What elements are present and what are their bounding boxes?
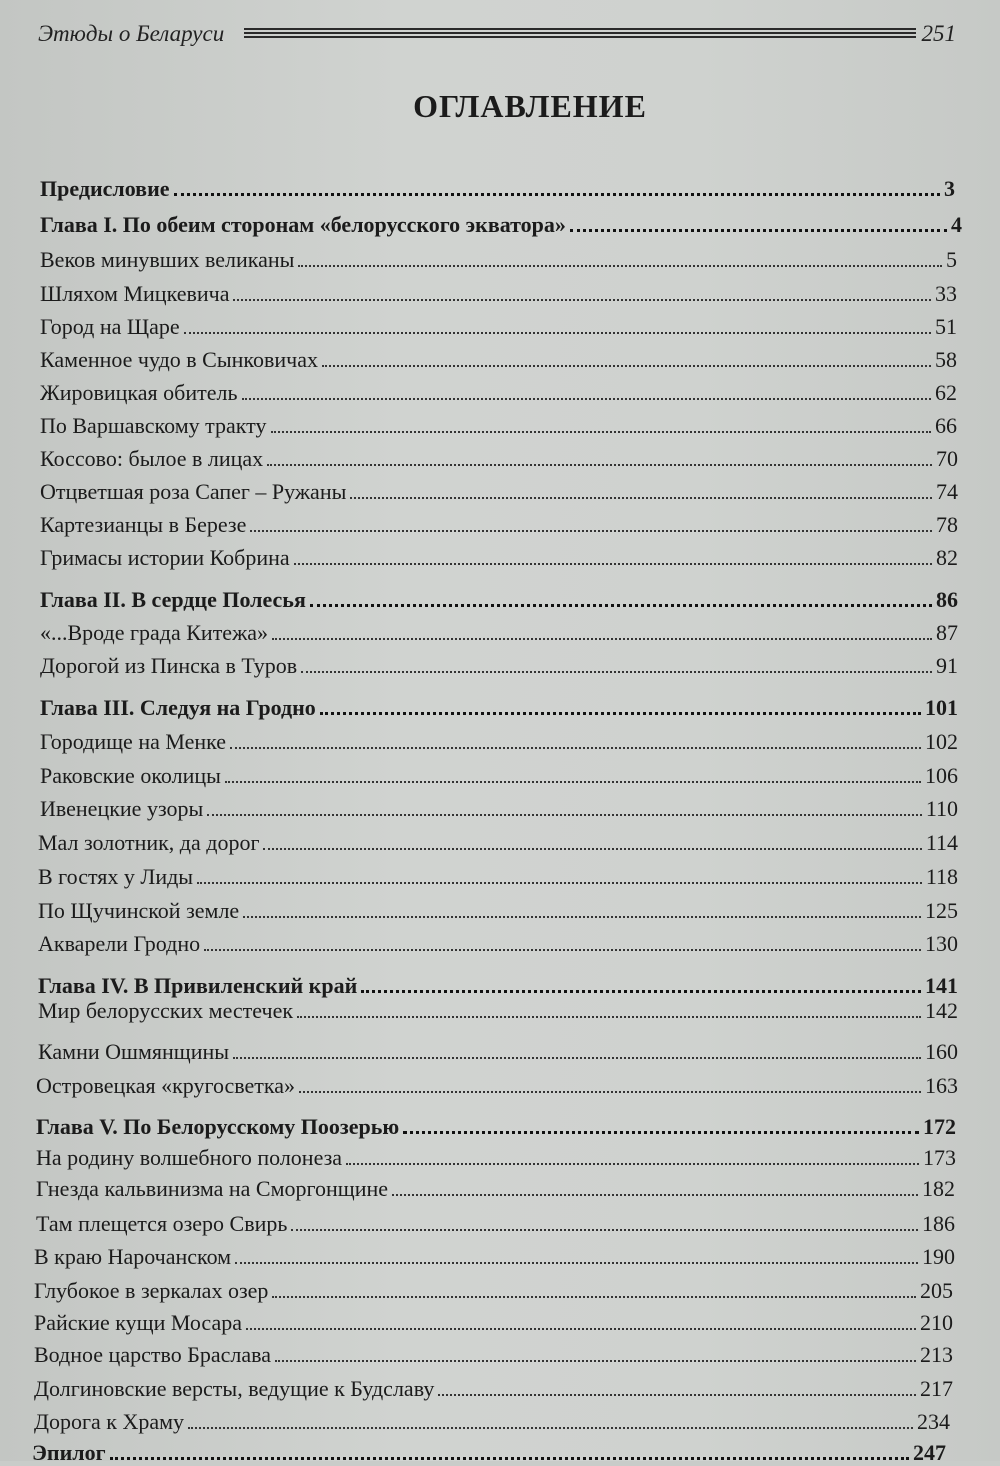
dot-leader (242, 398, 931, 400)
toc-entry-label: Глава II. В сердце Полесья (40, 587, 306, 612)
toc-entry (40, 649, 958, 679)
toc-entry-label: Глава IV. В Привиленский край (38, 973, 358, 998)
dot-leader (188, 1427, 913, 1429)
dot-leader (233, 299, 931, 301)
toc-entry-label: Камни Ошмянщины (38, 1039, 230, 1064)
toc-entry (36, 1141, 956, 1171)
dot-leader (197, 882, 922, 884)
toc-entry (36, 1172, 955, 1202)
toc-entry-label: В краю Нарочанском (34, 1244, 232, 1269)
toc-entry-label: Эпилог (32, 1440, 106, 1465)
dot-leader (346, 1163, 919, 1165)
toc-entry (34, 1240, 955, 1270)
toc-entry-page: 3 (944, 176, 955, 201)
toc-entry (40, 792, 958, 822)
toc-entry (36, 1069, 958, 1099)
toc-entry-page: 66 (935, 413, 957, 438)
dot-leader (110, 1457, 909, 1460)
toc-entry (38, 860, 958, 890)
dot-leader (298, 265, 942, 267)
toc-entry-label: Ивенецкие узоры (40, 796, 204, 821)
toc-entry-label: Мир белорусских местечек (38, 998, 294, 1023)
toc-entry-label: В гостях у Лиды (38, 864, 194, 889)
toc-entry-label: По Щучинской земле (38, 898, 240, 923)
toc-entry (40, 310, 957, 340)
toc-entry-page: 70 (936, 446, 958, 471)
toc-entry-page: 173 (923, 1145, 956, 1170)
dot-leader (438, 1394, 916, 1396)
toc-entry (40, 376, 957, 406)
toc-entry-page: 213 (920, 1342, 953, 1367)
toc-entry-page: 160 (925, 1039, 958, 1064)
toc-entry-page: 82 (936, 545, 958, 570)
toc-entry-page: 163 (925, 1073, 958, 1098)
page-number: 251 (921, 21, 956, 46)
dot-leader (174, 193, 940, 196)
toc-entry-page: 106 (925, 763, 958, 788)
toc-entry-label: Коссово: былое в лицах (40, 446, 264, 471)
toc-entry-page: 101 (925, 695, 958, 720)
toc-entry (40, 508, 958, 538)
toc-entry-label: Глава III. Следуя на Гродно (40, 695, 316, 720)
toc-entry-label: «...Вроде града Китежа» (40, 620, 269, 645)
toc-entry-page: 205 (920, 1278, 953, 1303)
toc-entry (34, 1274, 953, 1304)
toc-entry-page: 74 (936, 479, 958, 504)
dot-leader (570, 229, 947, 232)
toc-entry-label: Акварели Гродно (38, 931, 201, 956)
dot-leader (322, 365, 931, 367)
dot-leader (297, 1016, 921, 1018)
dot-leader (267, 464, 932, 466)
dot-leader (225, 781, 921, 783)
dot-leader (299, 1091, 921, 1093)
dot-leader (275, 1360, 916, 1362)
toc-entry-label: Долгиновские версты, ведущие к Будславу (34, 1376, 435, 1401)
toc-entry (40, 277, 957, 307)
toc-entry (34, 1372, 953, 1402)
toc-entry-label: Шляхом Мицкевича (40, 281, 230, 306)
toc-entry-page: 33 (935, 281, 957, 306)
toc-entry (38, 826, 958, 856)
toc-entry-page: 142 (925, 998, 958, 1023)
toc-entry-label: Там плещется озеро Свирь (36, 1211, 288, 1236)
running-title: Этюды о Беларуси (38, 21, 225, 46)
dot-leader (291, 1229, 918, 1231)
toc-entry-page: 118 (925, 864, 958, 889)
dot-leader (392, 1194, 918, 1196)
toc-chapter-entry (40, 172, 955, 202)
toc-entry-label: Райские кущи Мосара (34, 1310, 242, 1335)
toc-entry-page: 210 (920, 1310, 953, 1335)
toc-entry-page: 114 (925, 830, 958, 855)
dot-leader (230, 747, 921, 749)
toc-entry-page: 87 (936, 620, 958, 645)
toc-entry (40, 343, 957, 373)
dot-leader (350, 497, 932, 499)
toc-entry-page: 186 (922, 1211, 955, 1236)
toc-entry (40, 442, 958, 472)
toc-entry-page: 62 (935, 380, 957, 405)
toc-chapter-entry (32, 1436, 946, 1466)
toc-entry-page: 247 (913, 1440, 946, 1465)
toc-entry-label: Дорогой из Пинска в Туров (40, 653, 298, 678)
toc-entry (40, 725, 958, 755)
toc-entry-label: Островецкая «кругосветка» (36, 1073, 296, 1098)
dot-leader (320, 712, 921, 715)
toc-entry-label: Водное царство Браслава (34, 1342, 271, 1367)
toc-entry-page: 190 (922, 1244, 955, 1269)
toc-entry-page: 51 (935, 314, 957, 339)
toc-entry-label: По Варшавскому тракту (40, 413, 267, 438)
toc-entry-page: 172 (923, 1114, 956, 1139)
toc-entry-label: Глубокое в зеркалах озер (34, 1278, 269, 1303)
toc-entry (36, 1207, 955, 1237)
toc-title: ОГЛАВЛЕНИЕ (413, 88, 647, 124)
toc-entry-label: На родину волшебного полонеза (36, 1145, 343, 1170)
dot-leader (272, 638, 932, 640)
toc-entry (38, 894, 958, 924)
toc-entry-label: Гнезда кальвинизма на Сморгонщине (36, 1176, 389, 1201)
dot-leader (250, 530, 932, 532)
dot-leader (294, 563, 932, 565)
toc-entry-label: Жировицкая обитель (40, 380, 238, 405)
toc-entry-page: 182 (922, 1176, 955, 1201)
toc-entry-page: 110 (925, 796, 958, 821)
toc-entry-page: 130 (925, 931, 958, 956)
toc-entry (40, 243, 957, 273)
toc-entry-page: 4 (951, 212, 962, 237)
toc-entry-label: Каменное чудо в Сынковичах (40, 347, 318, 372)
dot-leader (235, 1262, 918, 1264)
dot-leader (403, 1131, 919, 1134)
toc-entry-page: 91 (936, 653, 958, 678)
toc-entry-page: 5 (946, 247, 957, 272)
dot-leader (184, 332, 931, 334)
toc-entry-label: Глава V. По Белорусскому Поозерью (36, 1114, 400, 1139)
toc-entry (38, 994, 958, 1024)
toc-entry-label: Городище на Менке (40, 729, 227, 754)
toc-entry-label: Отцветшая роза Сапег – Ружаны (40, 479, 347, 504)
toc-entry-page: 217 (920, 1376, 953, 1401)
toc-entry-label: Город на Щаре (40, 314, 180, 339)
dot-leader (361, 990, 921, 993)
toc-entry-label: Веков минувших великаны (40, 247, 295, 272)
toc-entry-page: 78 (936, 512, 958, 537)
toc-entry-page: 102 (925, 729, 958, 754)
dot-leader (233, 1057, 921, 1059)
toc-entry-page: 125 (925, 898, 958, 923)
dot-leader (204, 949, 921, 951)
toc-entry-label: Раковские околицы (40, 763, 221, 788)
toc-entry (34, 1338, 953, 1368)
dot-leader (301, 671, 932, 673)
toc-entry-label: Дорога к Храму (34, 1409, 185, 1434)
toc-chapter-entry (40, 583, 958, 613)
toc-entry-label: Предисловие (40, 176, 170, 201)
toc-entry (40, 541, 958, 571)
toc-chapter-entry (40, 691, 958, 721)
toc-chapter-entry (40, 208, 962, 238)
dot-leader (272, 1296, 916, 1298)
toc-entry-label: Картезианцы в Березе (40, 512, 247, 537)
dot-leader (271, 431, 932, 433)
toc-entry (34, 1405, 950, 1435)
toc-entry (40, 475, 958, 505)
toc-entry (40, 759, 958, 789)
toc-entry-label: Гримасы истории Кобрина (40, 545, 290, 570)
dot-leader (246, 1328, 916, 1330)
toc-entry (38, 927, 958, 957)
toc-entry-page: 234 (917, 1409, 950, 1434)
dot-leader (263, 848, 921, 850)
toc-entry (38, 1035, 958, 1065)
toc-chapter-entry (36, 1110, 956, 1140)
toc-entry-page: 58 (935, 347, 957, 372)
toc-entry-label: Мал золотник, да дорог (38, 830, 260, 855)
toc-entry (40, 409, 957, 439)
toc-entry (40, 616, 958, 646)
toc-entry (34, 1306, 953, 1336)
dot-leader (310, 604, 932, 607)
dot-leader (243, 916, 921, 918)
toc-entry-page: 141 (925, 973, 958, 998)
toc-entry-label: Глава I. По обеим сторонам «белорусского экватора» (40, 212, 566, 237)
toc-entry-page: 86 (936, 587, 958, 612)
dot-leader (207, 814, 922, 816)
